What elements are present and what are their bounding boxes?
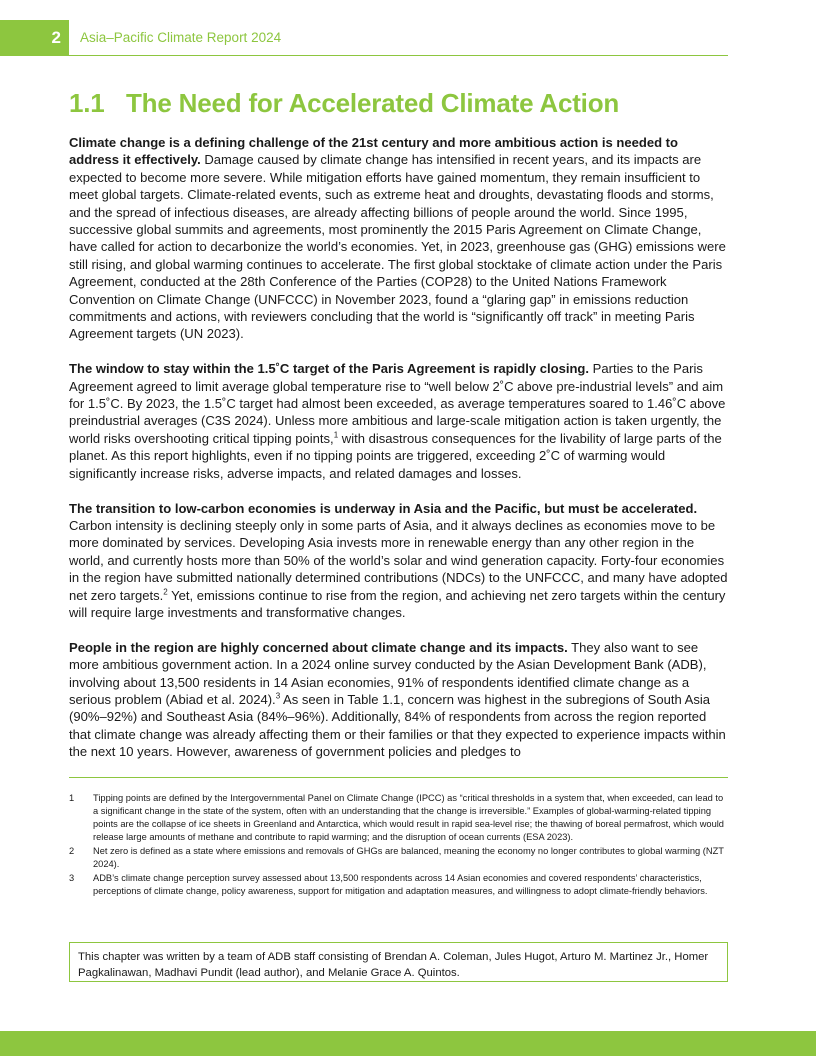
paragraph-text: Carbon intensity is declining steeply only in some parts of Asia, and it always declines as economies move to be more dominated by services. Developing Asia invests more in renewable energy than any other region in the world, and currently hosts more than 50% of the world’s solar and wind generation capacity. Forty-four economies in the region have submitted nationally determined contributions (NDCs) to the UNFCCC, and many have adopted net zero targets. [69,517,728,603]
authors-note-box: This chapter was written by a team of ADB staff consisting of Brendan A. Coleman, Jules Hugot, Arturo M. Martinez Jr., Homer Pagkalinawan, Madhavi Pundit (lead author), and Melanie Grace A. Quintos. [69,942,728,982]
paragraph-4 [69,639,729,761]
section-number: 1.1 [69,88,105,118]
paragraph-lead: The window to stay within the 1.5˚C target of the Paris Agreement is rapidly closing. [69,361,590,377]
report-title: Asia–Pacific Climate Report 2024 [80,30,282,45]
paragraph-1 [69,134,729,343]
section-title: The Need for Accelerated Climate Action [126,88,620,118]
footnote-text: Tipping points are defined by the Intergovernmental Panel on Climate Change (IPCC) as “critical thresholds in a system that, when exceeded, can lead to a significant change in the state of the system, often with an understanding that the change is irreversible.” Examples of global-warming-related tipping points are the collapse of ice sheets in Greenland and Antarctica, which would result in rapid sea-level rise; the thawing of boreal permafrost, which would release large amounts of methane and contribute to rapid warming; and the disruption of ocean currents (ESA 2023). [93,793,724,842]
paragraph-3 [69,500,729,622]
header-divider [69,55,728,56]
footnote-3 [69,872,729,898]
paragraph-text: Yet, emissions continue to rise from the region, and achieving net zero targets within the century will require large investments and transformative changes. [69,587,726,620]
page-header [0,0,816,56]
paragraph-text: As seen in Table 1.1, concern was highest in the subregions of South Asia (90%–92%) and Southeast Asia (84%–96%). Additionally, 84% of respondents from across the region reported that climate change was already affecting them or their families or that they expected to experience impacts within the next 10 years. However, awareness of government policies and pledges to [69,691,726,760]
footnote-text: Net zero is defined as a state where emissions and removals of GHGs are balanced, meaning the economy no longer contributes to global warming (NZT 2024). [93,846,724,869]
paragraph-lead: People in the region are highly concerned about climate change and its impacts. [69,639,568,655]
body-text [69,134,729,778]
footer-bar [0,1031,816,1056]
footnote-text: ADB’s climate change perception survey assessed about 13,500 respondents across 14 Asian economies and covered respondents’ characteristics, perceptions of climate change, policy awareness, support for mitigation and adaptation measures, and willingness to adopt climate-friendly behaviors. [93,873,708,896]
footnote-number: 3 [69,873,75,883]
footnotes [69,792,729,899]
paragraph-lead: The transition to low-carbon economies is underway in Asia and the Pacific, but must be accelerated. [69,500,698,516]
paragraph-lead: Climate change is a defining challenge of the 21st century and more ambitious action is needed to address it effectively. [69,135,678,168]
page-number: 2 [0,20,69,56]
footnote-2 [69,845,729,871]
footnote-number: 2 [69,846,75,856]
paragraph-2 [69,360,729,482]
footnote-1 [69,792,729,844]
footnote-ref-2[interactable]: 2 [163,587,168,597]
footnote-ref-3[interactable]: 3 [275,691,281,701]
paragraph-text: Damage caused by climate change has intensified in recent years, and its impacts are expected to become more severe. While mitigation efforts have gained momentum, they remain insufficient to meet global targets. Climate-related events, such as extreme heat and droughts, devastating floods and storms, and the spread of infectious diseases, are already affecting billions of people around the world. Since 1995, successive global summits and agreements, most prominently the 2015 Paris Agreement on Climate Change, have called for action to decarbonize the world’s economies. Yet, in 2023, greenhouse gas (GHG) emissions were still rising, and global warming continues to accelerate. The first global stocktake of climate action under the Paris Agreement, conducted at the 28th Conference of the Parties (COP28) to the United Nations Framework Convention on Climate Change (UNFCCC) in November 2023, found a “glaring gap” in emissions reduction commitments and actions, with reviewers concluding that the world is “significantly off track” in meeting Paris Agreement targets (UN 2023). [69,152,726,342]
paragraph-text: They also want to see more ambitious government action. In a 2024 online survey conducted by the Asian Development Bank (ADB), involving about 13,500 residents in 14 Asian economies, 91% of respondents identified climate change as a serious problem (Abiad et al. 2024). [69,639,707,707]
section-heading [69,88,619,119]
paragraph-text: Parties to the Paris Agreement agreed to limit average global temperature rise to “well below 2˚C above pre-industrial levels” and aim for 1.5˚C. By 2023, the 1.5˚C target had almost been exceeded, as average temperatures soared to 1.46˚C above preindustrial averages (C3S 2024). Unless more ambitious and large-scale mitigation action is taken urgently, the world risks overshooting critical tipping points, [69,361,726,446]
footnote-ref-1[interactable]: 1 [333,430,339,440]
paragraph-text: with disastrous consequences for the livability of large parts of the planet. As this report highlights, even if no tipping points are triggered, exceeding 2˚C of warming would significantly increase risks, adverse impacts, and related damages and losses. [69,430,722,481]
footnote-divider [69,777,728,778]
footnote-number: 1 [69,793,75,803]
